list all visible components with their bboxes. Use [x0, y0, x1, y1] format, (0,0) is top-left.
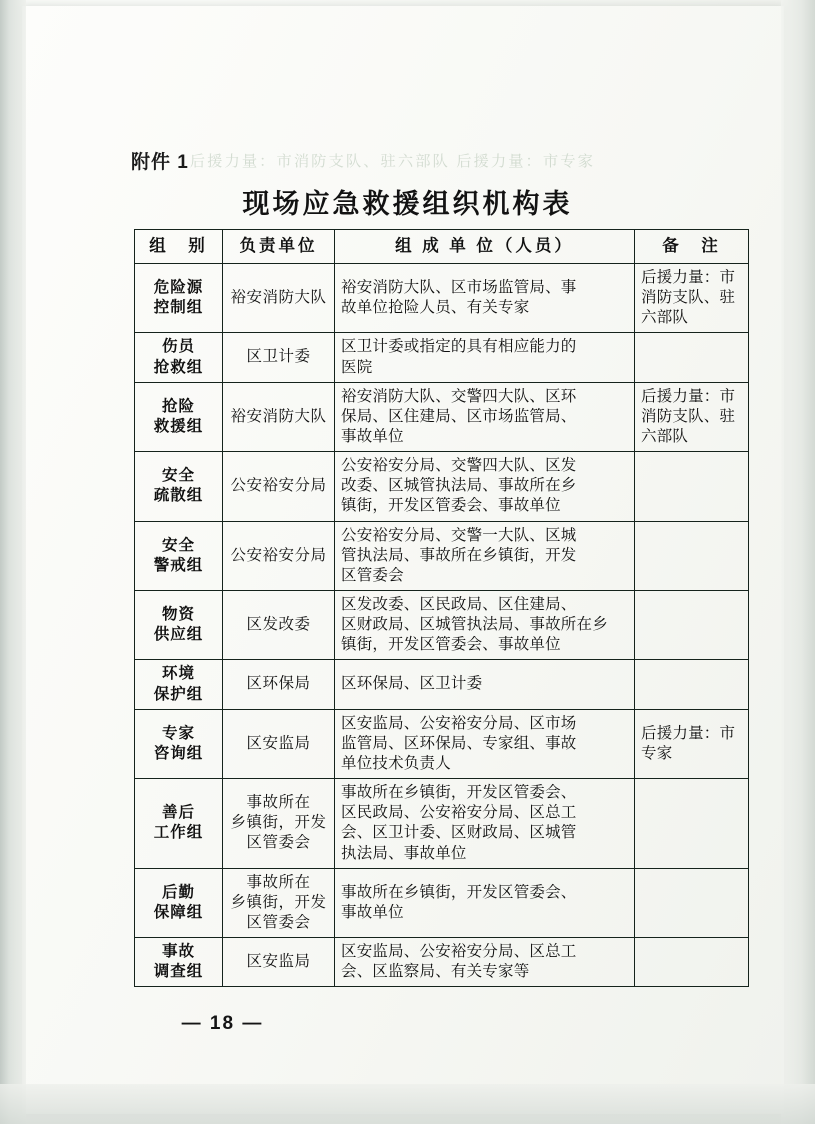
table-row	[135, 660, 749, 709]
cell-remark: 后援力量：市 专家	[635, 709, 749, 778]
cell-remark	[635, 868, 749, 937]
table-row	[135, 779, 749, 869]
cell-responsible-unit: 事故所在 乡镇街，开发 区管委会	[223, 868, 335, 937]
cell-remark	[635, 452, 749, 521]
cell-group: 抢险 救援组	[135, 382, 223, 451]
cell-member-units: 区安监局、公安裕安分局、区市场 监管局、区环保局、专家组、事故 单位技术负责人	[335, 709, 635, 778]
table-row	[135, 868, 749, 937]
cell-group: 安全 警戒组	[135, 521, 223, 590]
table-row	[135, 264, 749, 333]
cell-remark	[635, 938, 749, 987]
cell-member-units: 裕安消防大队、区市场监管局、事 故单位抢险人员、有关专家	[335, 264, 635, 333]
org-structure-table	[134, 229, 749, 987]
cell-group: 安全 疏散组	[135, 452, 223, 521]
cell-remark	[635, 521, 749, 590]
cell-remark: 后援力量：市 消防支队、驻 六部队	[635, 264, 749, 333]
cell-member-units: 事故所在乡镇街，开发区管委会、 事故单位	[335, 868, 635, 937]
cell-group: 专家 咨询组	[135, 709, 223, 778]
cell-remark	[635, 779, 749, 869]
cell-responsible-unit: 裕安消防大队	[223, 382, 335, 451]
table-row	[135, 382, 749, 451]
cell-responsible-unit: 区环保局	[223, 660, 335, 709]
cell-member-units: 区安监局、公安裕安分局、区总工 会、区监察局、有关专家等	[335, 938, 635, 987]
cell-responsible-unit: 区安监局	[223, 709, 335, 778]
cell-member-units: 事故所在乡镇街，开发区管委会、 区民政局、公安裕安分局、区总工 会、区卫计委、区财政局、区城管 执法局、事故单位	[335, 779, 635, 869]
cell-remark	[635, 590, 749, 659]
table-row	[135, 333, 749, 382]
cell-group: 后勤 保障组	[135, 868, 223, 937]
cell-remark	[635, 660, 749, 709]
cell-group: 危险源 控制组	[135, 264, 223, 333]
cell-member-units: 公安裕安分局、交警四大队、区发 改委、区城管执法局、事故所在乡 镇街，开发区管委会、事故单位	[335, 452, 635, 521]
column-header-unit: 负责单位	[223, 230, 335, 264]
cell-responsible-unit: 区安监局	[223, 938, 335, 987]
cell-member-units: 区环保局、区卫计委	[335, 660, 635, 709]
table-row	[135, 452, 749, 521]
cell-responsible-unit: 裕安消防大队	[223, 264, 335, 333]
cell-member-units: 裕安消防大队、交警四大队、区环 保局、区住建局、区市场监管局、 事故单位	[335, 382, 635, 451]
column-header-members: 组 成 单 位（人员）	[335, 230, 635, 264]
table-row	[135, 521, 749, 590]
table-header-row	[135, 230, 749, 264]
table-body	[135, 264, 749, 987]
cell-responsible-unit: 事故所在 乡镇街，开发 区管委会	[223, 779, 335, 869]
column-header-remark: 备 注	[635, 230, 749, 264]
table-row	[135, 590, 749, 659]
cell-member-units: 区发改委、区民政局、区住建局、 区财政局、区城管执法局、事故所在乡 镇街，开发区管委会、事故单位	[335, 590, 635, 659]
cell-responsible-unit: 公安裕安分局	[223, 452, 335, 521]
cell-group: 伤员 抢救组	[135, 333, 223, 382]
cell-group: 事故 调查组	[135, 938, 223, 987]
cell-group: 善后 工作组	[135, 779, 223, 869]
cell-remark	[635, 333, 749, 382]
cell-remark: 后援力量：市 消防支队、驻 六部队	[635, 382, 749, 451]
page-number: — 18 —	[181, 1013, 264, 1034]
column-header-group: 组 别	[135, 230, 223, 264]
cell-responsible-unit: 区卫计委	[223, 333, 335, 382]
cell-member-units: 公安裕安分局、交警一大队、区城 管执法局、事故所在乡镇街，开发 区管委会	[335, 521, 635, 590]
page-title: 现场应急救援组织机构表	[242, 189, 573, 219]
table-row	[135, 709, 749, 778]
cell-member-units: 区卫计委或指定的具有相应能力的 医院	[335, 333, 635, 382]
table-row	[135, 938, 749, 987]
bleed-through-text: 后援力量：市消防支队、驻六部队 后援力量：市专家	[189, 153, 595, 170]
cell-responsible-unit: 公安裕安分局	[223, 521, 335, 590]
attachment-label: 附件 1	[131, 152, 189, 173]
cell-responsible-unit: 区发改委	[223, 590, 335, 659]
cell-group: 环境 保护组	[135, 660, 223, 709]
cell-group: 物资 供应组	[135, 590, 223, 659]
